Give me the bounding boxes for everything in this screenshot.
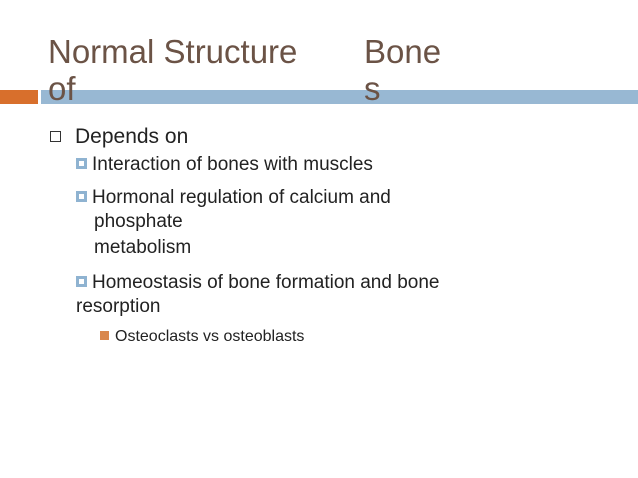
blue-square-bullet-icon [76,191,87,202]
orange-square-bullet-icon [100,331,109,340]
bullet-item-2-line-3: metabolism [94,237,192,258]
accent-bar-blue [41,90,638,104]
bullet-item-3-line-2: resorption [76,296,161,317]
bullet-main-text: Depends on [75,125,189,148]
blue-square-bullet-icon [76,158,87,169]
bullet-item-1-text: Interaction of bones with muscles [92,154,373,175]
bullet-item-2 [76,187,391,209]
sub-bullet-text: Osteoclasts vs osteoblasts [115,328,305,345]
title-right-2: s [364,70,381,107]
bullet-item-2-line-2: phosphate [94,211,183,232]
bullet-item-1 [76,154,373,176]
sub-bullet [100,328,304,346]
title-right: Bone [364,33,442,70]
hollow-square-bullet-icon [50,131,61,142]
title-left-2: of [48,70,76,107]
blue-square-bullet-icon [76,276,87,287]
bullet-item-3 [76,272,440,294]
accent-bar-orange [0,90,38,104]
bullet-item-2-text: Hormonal regulation of calcium and [92,187,391,208]
bullet-main [50,125,188,149]
title-left: Normal Structure [48,33,298,70]
bullet-item-3-text: Homeostasis of bone formation and bone [92,272,440,293]
